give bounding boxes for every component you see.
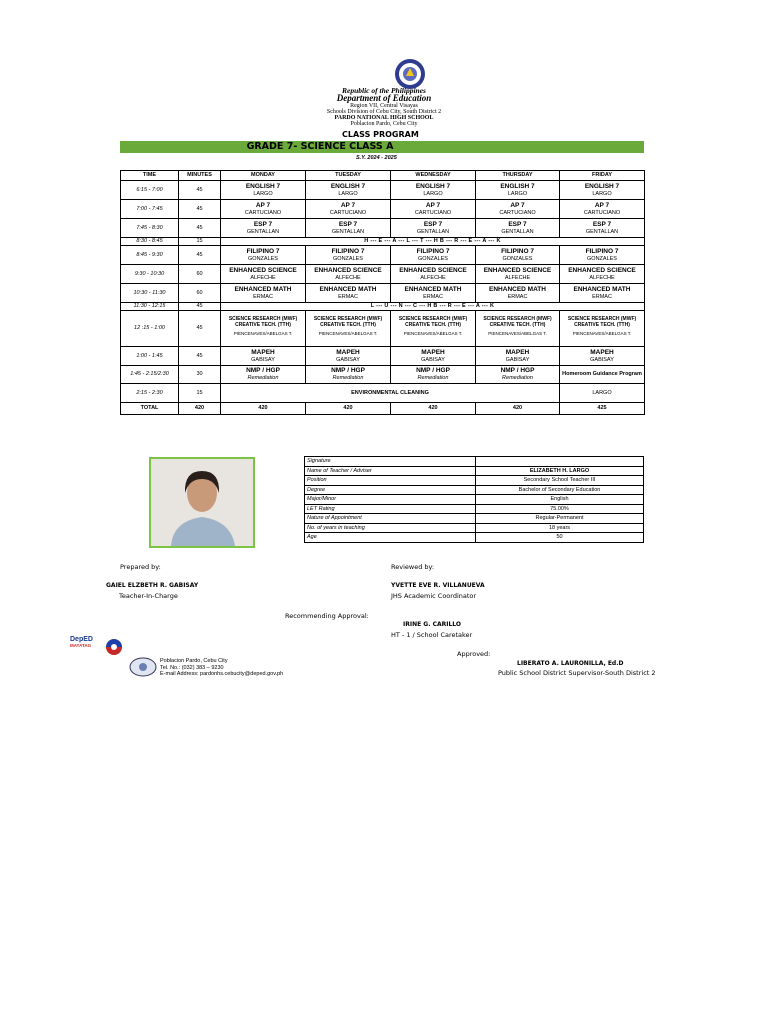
division-line: Schools Division of Cebu City, South District 2 [326, 109, 442, 115]
total-row [121, 403, 645, 415]
subject-cell [476, 200, 560, 219]
school-line: PARDO NATIONAL HIGH SCHOOL [334, 115, 434, 121]
subject-cell [306, 200, 391, 219]
subject-name: MAPEH [421, 348, 445, 356]
schedule-row [121, 219, 645, 238]
subject-cell [391, 219, 476, 238]
teacher-name: LARGO [253, 190, 273, 197]
minutes-cell: 15 [179, 238, 221, 246]
column-header: TUESDAY [306, 171, 391, 181]
info-key: Position [305, 476, 476, 486]
teacher-name: ALFECHE [250, 274, 276, 281]
remediation-label: Remediation [247, 375, 279, 381]
subject-cell [476, 284, 560, 303]
schedule-row [121, 284, 645, 303]
info-key: Signature [305, 457, 476, 467]
schedule-row [121, 200, 645, 219]
remediation-label: Remediation [502, 375, 533, 381]
approved-label: Approved: [457, 650, 491, 658]
subject-name: ENHANCED SCIENCE [314, 266, 382, 274]
info-key: Nature of Appointment [305, 514, 476, 524]
teacher-name: ERMAC [592, 293, 612, 300]
time-cell: 9:30 - 10:30 [121, 265, 179, 284]
info-value: 50 [476, 533, 644, 543]
subject-cell [306, 347, 391, 366]
column-header: WEDNESDAY [391, 171, 476, 181]
column-header: MINUTES [179, 171, 221, 181]
teacher-name: GENTALLAN [416, 228, 450, 235]
prepared-label: Prepared by: [120, 563, 161, 571]
info-key: Major/Minor [305, 495, 476, 505]
subject-cell [221, 265, 306, 284]
break-cell: L --- U --- N --- C --- H B --- R --- E --- A --- K [221, 303, 645, 311]
subject-name: ENHANCED SCIENCE [229, 266, 297, 274]
subject-cell [391, 200, 476, 219]
subject-cell [306, 284, 391, 303]
subject-name: FILIPINO 7 [501, 247, 534, 255]
schedule-header-row [121, 171, 645, 181]
subject-name: ENHANCED SCIENCE [483, 266, 552, 274]
subject-name: NMP / HGP [331, 367, 365, 374]
teacher-name: GABISAY [590, 356, 614, 363]
subject-name: ENHANCED MATH [404, 285, 462, 293]
friday-cell: LARGO [560, 384, 645, 403]
teacher-name: CARTUCIANO [414, 209, 452, 216]
info-value: Bachelor of Secondary Education [476, 485, 644, 495]
address-line: Poblacion Pardo, Cebu City [350, 121, 418, 127]
subject-cell [391, 246, 476, 265]
teacher-name: PIENCENAVES/ABELGAS T. [233, 331, 293, 336]
info-key: No. of years in teaching [305, 523, 476, 533]
subject-cell [560, 246, 645, 265]
info-value: ELIZABETH H. LARGO [476, 466, 644, 476]
info-row [305, 533, 644, 543]
subject-name: ENHANCED SCIENCE [568, 266, 636, 274]
subject-name: SCIENCE RESEARCH (MWF) [398, 316, 468, 322]
recommending-name: IRINE G. CARILLO [403, 621, 462, 628]
teacher-name: ERMAC [338, 293, 358, 300]
subject-cell [560, 219, 645, 238]
remediation-label: Remediation [332, 375, 364, 381]
schedule-body [121, 181, 645, 415]
time-cell: 8:45 - 9:30 [121, 246, 179, 265]
subject-cell [476, 311, 560, 347]
teacher-info-table [304, 456, 644, 543]
schedule-row [121, 384, 645, 403]
recommending-label: Recommending Approval: [285, 612, 369, 620]
subject-name: AP 7 [594, 201, 610, 209]
subject-cell [221, 311, 306, 347]
subject-name: ENHANCED MATH [573, 285, 631, 293]
republic-line: Republic of the Philippines [342, 86, 426, 95]
teacher-name: GENTALLAN [246, 228, 280, 235]
subject-name: ENHANCED MATH [489, 285, 546, 293]
info-value: Secondary School Teacher III [476, 476, 644, 486]
approved-name: LIBERATO A. LAURONILLA, Ed.D [517, 660, 624, 667]
minutes-cell: 60 [179, 284, 221, 303]
minutes-cell: 30 [179, 366, 221, 384]
subject-cell [476, 265, 560, 284]
info-row [305, 495, 644, 505]
subject-name: MAPEH [590, 348, 614, 356]
subject-name: ENHANCED MATH [234, 285, 292, 293]
minutes-cell: 45 [179, 200, 221, 219]
teacher-name: GONZALES [587, 255, 617, 262]
time-cell: 7:00 - 7:45 [121, 200, 179, 219]
info-row [305, 514, 644, 524]
subject-name: AP 7 [510, 201, 525, 209]
recommending-title: HT - 1 / School Caretaker [391, 631, 473, 639]
break-cell: H --- E --- A --- L --- T --- H B --- R --- E --- A --- K [221, 238, 645, 246]
teacher-name: PIENCENAVES/ABELGAS T. [318, 331, 378, 336]
minutes-cell: 45 [179, 303, 221, 311]
subject-name: ESP 7 [253, 220, 273, 228]
section-title: GRADE 7- SCIENCE CLASS A [246, 141, 394, 152]
minutes-cell: 45 [179, 311, 221, 347]
teacher-name: PIENCENAVES/ABELGAS T. [403, 331, 463, 336]
schedule-table [120, 170, 645, 415]
subject-cell [221, 200, 306, 219]
time-cell: 6:15 - 7:00 [121, 181, 179, 200]
reviewed-label: Reviewed by: [391, 563, 435, 571]
subject-cell [391, 347, 476, 366]
subject-cell [560, 311, 645, 347]
subject-name: NMP / HGP [246, 367, 280, 374]
info-key: Age [305, 533, 476, 543]
info-value [476, 457, 644, 467]
subject-cell [560, 181, 645, 200]
footer-address: Poblacion Pardo, Cebu City [160, 658, 228, 664]
info-row [305, 476, 644, 486]
teacher-name: LARGO [423, 190, 443, 197]
teacher-name: GENTALLAN [585, 228, 619, 235]
info-value: 75.00% [476, 504, 644, 514]
teacher-name: PIENCENAVES/ABELGAS T. [572, 331, 632, 336]
subject-name: ESP 7 [592, 220, 612, 228]
teacher-name: GONZALES [333, 255, 363, 262]
school-logo-icon [129, 657, 157, 677]
teacher-portrait-icon [151, 459, 253, 546]
total-day-cell: 420 [221, 403, 306, 415]
time-cell: 1:45 - 2:15/2:30 [121, 366, 179, 384]
subject-cell [560, 366, 645, 384]
teacher-name: ERMAC [253, 293, 273, 300]
time-cell: 10:30 - 11:30 [121, 284, 179, 303]
teacher-name: GONZALES [418, 255, 448, 262]
total-day-cell: 420 [391, 403, 476, 415]
subject-cell [306, 246, 391, 265]
footer-email: E-mail Address: pardonhs.cebucity@deped.gov.ph [160, 671, 284, 677]
minutes-cell: 45 [179, 347, 221, 366]
subject-name: AP 7 [425, 201, 441, 209]
teacher-name: CARTUCIANO [329, 209, 367, 216]
teacher-name: GABISAY [251, 356, 275, 363]
subject-name: CREATIVE TECH. (TTH) [574, 321, 630, 328]
school-year: S.Y. 2024 - 2025 [356, 155, 397, 161]
teacher-name: CARTUCIANO [244, 209, 282, 216]
subject-name: MAPEH [336, 348, 360, 356]
teacher-name: CARTUCIANO [499, 209, 536, 216]
time-cell: 1:00 - 1:45 [121, 347, 179, 366]
subject-name: MAPEH [251, 348, 275, 356]
subject-name: ESP 7 [338, 220, 358, 228]
subject-cell [306, 219, 391, 238]
teacher-name: ALFECHE [335, 274, 361, 281]
subject-name: CREATIVE TECH. (TTH) [235, 321, 291, 328]
teacher-name: GONZALES [248, 255, 278, 262]
teacher-name: GONZALES [502, 255, 533, 262]
environmental-cleaning-cell: ENVIRONMENTAL CLEANING [221, 384, 560, 403]
subject-cell [476, 366, 560, 384]
subject-name: SCIENCE RESEARCH (MWF) [567, 316, 637, 322]
subject-name: CREATIVE TECH. (TTH) [489, 321, 546, 328]
subject-cell [306, 311, 391, 347]
teacher-name: ALFECHE [504, 274, 531, 281]
prepared-name: GAIEL ELZBETH R. GABISAY [106, 582, 199, 589]
subject-name: FILIPINO 7 [585, 247, 619, 255]
schedule-row [121, 311, 645, 347]
teacher-name: PIENCENAVES/ABELGAS T. [488, 331, 547, 336]
subject-cell [391, 311, 476, 347]
teacher-name: LARGO [507, 190, 528, 197]
subject-cell [560, 347, 645, 366]
subject-cell [306, 181, 391, 200]
teacher-name: ERMAC [507, 293, 528, 300]
subject-cell [476, 246, 560, 265]
info-value: English [476, 495, 644, 505]
bagong-pilipinas-logo-icon [101, 638, 127, 658]
subject-name: Homeroom Guidance Program [562, 371, 642, 377]
info-row [305, 523, 644, 533]
subject-name: FILIPINO 7 [331, 247, 365, 255]
info-row [305, 504, 644, 514]
subject-cell [221, 219, 306, 238]
teacher-name: ALFECHE [420, 274, 446, 281]
subject-name: ESP 7 [423, 220, 443, 228]
subject-cell [476, 219, 560, 238]
approved-title: Public School District Supervisor-South District 2 [498, 669, 656, 677]
remediation-label: Remediation [417, 375, 449, 381]
subject-cell [391, 265, 476, 284]
subject-cell [306, 366, 391, 384]
subject-cell [306, 265, 391, 284]
column-header: THURSDAY [476, 171, 560, 181]
subject-name: ESP 7 [508, 220, 527, 228]
subject-name: ENGLISH 7 [500, 182, 535, 190]
info-value: 18 years [476, 523, 644, 533]
teacher-name: GABISAY [336, 356, 360, 363]
prepared-title: Teacher-In-Charge [119, 592, 178, 600]
info-key: LET Rating [305, 504, 476, 514]
time-cell: 8:30 - 8:45 [121, 238, 179, 246]
total-day-cell: 425 [560, 403, 645, 415]
schedule-row [121, 181, 645, 200]
minutes-cell: 15 [179, 384, 221, 403]
total-label: TOTAL [121, 403, 179, 415]
minutes-cell: 45 [179, 246, 221, 265]
total-day-cell: 420 [476, 403, 560, 415]
subject-cell [391, 181, 476, 200]
total-day-cell: 420 [306, 403, 391, 415]
time-cell: 2:15 - 2:30 [121, 384, 179, 403]
subject-cell [476, 347, 560, 366]
column-header: TIME [121, 171, 179, 181]
subject-name: SCIENCE RESEARCH (MWF) [483, 316, 552, 322]
teacher-name: LARGO [338, 190, 358, 197]
subject-cell [221, 246, 306, 265]
subject-name: ENHANCED SCIENCE [399, 266, 467, 274]
subject-name: NMP / HGP [500, 367, 535, 374]
time-cell: 12 :15 - 1:00 [121, 311, 179, 347]
subject-cell [560, 265, 645, 284]
teacher-name: GENTALLAN [331, 228, 365, 235]
subject-name: MAPEH [505, 348, 530, 356]
minutes-cell: 60 [179, 265, 221, 284]
subject-name: CREATIVE TECH. (TTH) [320, 321, 376, 328]
subject-name: AP 7 [340, 201, 356, 209]
subject-name: AP 7 [255, 201, 271, 209]
info-key: Name of Teacher / Adviser [305, 466, 476, 476]
subject-name: CREATIVE TECH. (TTH) [405, 321, 461, 328]
subject-cell [560, 200, 645, 219]
schedule-row [121, 366, 645, 384]
subject-name: FILIPINO 7 [416, 247, 450, 255]
subject-cell [391, 284, 476, 303]
teacher-name: ALFECHE [589, 274, 615, 281]
info-row [305, 466, 644, 476]
subject-name: SCIENCE RESEARCH (MWF) [228, 316, 298, 322]
teacher-name: GABISAY [421, 356, 445, 363]
subject-name: SCIENCE RESEARCH (MWF) [313, 316, 383, 322]
teacher-name: GENTALLAN [501, 228, 534, 235]
minutes-cell: 45 [179, 181, 221, 200]
column-header: FRIDAY [560, 171, 645, 181]
total-minutes: 420 [179, 403, 221, 415]
footer-contact [160, 658, 283, 678]
minutes-cell: 45 [179, 219, 221, 238]
reviewed-title: JHS Academic Coordinator [391, 592, 477, 600]
teacher-name: LARGO [592, 190, 612, 197]
subject-cell [221, 284, 306, 303]
column-header: MONDAY [221, 171, 306, 181]
footer-tel: Tel. No.: (032) 383 – 9230 [160, 664, 224, 671]
info-row [305, 485, 644, 495]
time-cell: 11:30 - 12:15 [121, 303, 179, 311]
subject-name: FILIPINO 7 [246, 247, 280, 255]
subject-cell [476, 181, 560, 200]
schedule-row [121, 246, 645, 265]
subject-name: ENGLISH 7 [245, 182, 281, 190]
department-line: Department of Education [336, 93, 432, 103]
subject-name: ENHANCED MATH [319, 285, 377, 293]
info-row [305, 457, 644, 467]
teacher-photo [149, 457, 255, 548]
subject-name: ENGLISH 7 [330, 182, 366, 190]
subject-cell [391, 366, 476, 384]
schedule-row [121, 238, 645, 246]
subject-cell [221, 366, 306, 384]
subject-cell [560, 284, 645, 303]
schedule-row [121, 347, 645, 366]
subject-name: NMP / HGP [416, 367, 450, 374]
deped-matatag-logo: DepED MATATAG [70, 636, 93, 648]
teacher-name: ERMAC [423, 293, 443, 300]
reviewed-name: YVETTE EVE R. VILLANUEVA [391, 582, 485, 589]
subject-name: ENGLISH 7 [415, 182, 451, 190]
teacher-name: GABISAY [505, 356, 530, 363]
class-program-title: CLASS PROGRAM [342, 130, 419, 139]
subject-name: ENGLISH 7 [584, 182, 620, 190]
time-cell: 7:45 - 8:30 [121, 219, 179, 238]
subject-cell [221, 347, 306, 366]
subject-cell [221, 181, 306, 200]
schedule-row [121, 265, 645, 284]
info-value: Regular-Permanent [476, 514, 644, 524]
region-line: Region VII, Central Visayas [350, 103, 418, 109]
info-key: Degree [305, 485, 476, 495]
teacher-name: CARTUCIANO [583, 209, 621, 216]
schedule-row [121, 303, 645, 311]
